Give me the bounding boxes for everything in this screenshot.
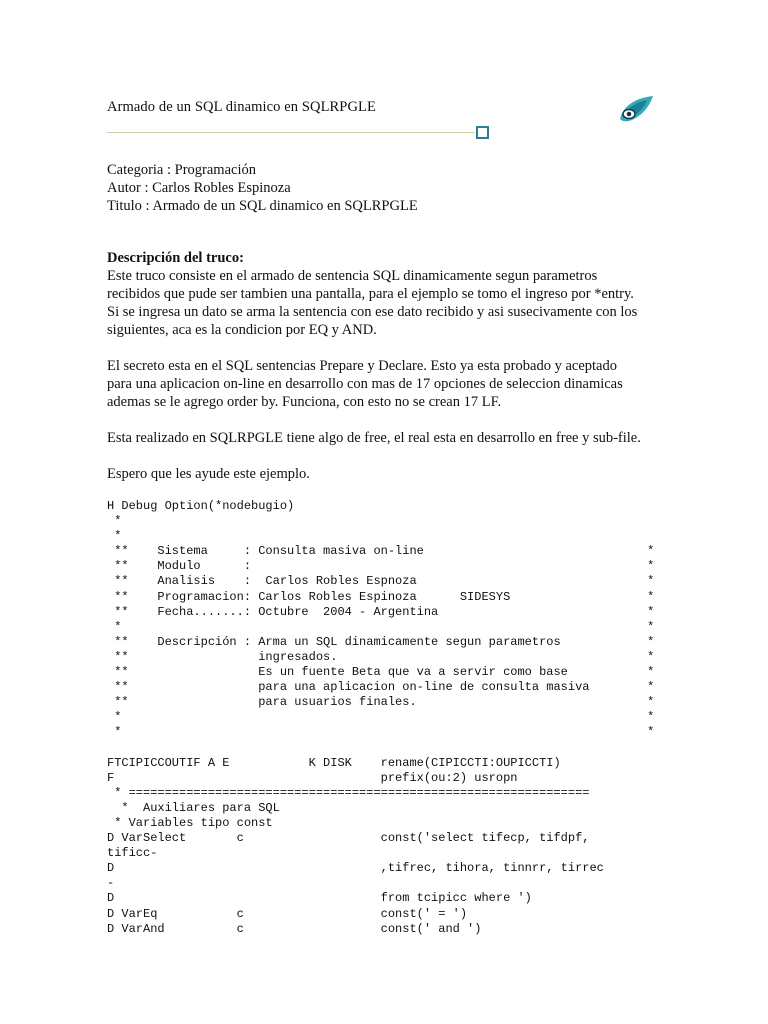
description-heading: Descripción del truco: <box>107 250 244 266</box>
code-line: * Auxiliares para SQL <box>107 800 280 815</box>
metadata-category: Categoria : Programación <box>107 162 256 178</box>
paragraph-4: Espero que les ayude este ejemplo. <box>107 466 310 482</box>
code-line: D ,tifrec, tihora, tinnrr, tirrec <box>107 861 604 876</box>
paragraph-1-line: Este truco consiste en el armado de sentencia SQL dinamicamente segun parametros <box>107 268 598 284</box>
code-line: ** ingresados. * <box>107 649 655 664</box>
code-line: ** Es un fuente Beta que va a servir como base * <box>107 665 655 680</box>
code-line: ** Sistema : Consulta masiva on-line * <box>107 544 655 559</box>
eye-logo-icon <box>617 94 655 124</box>
code-line <box>107 741 667 756</box>
paragraph-2-line: El secreto esta en el SQL sentencias Prepare y Declare. Esto ya esta probado y aceptado <box>107 358 617 374</box>
code-line: D VarAnd c const(' and ') <box>107 921 482 936</box>
code-line: H Debug Option(*nodebugio) <box>107 499 295 513</box>
code-line: * * <box>107 725 655 740</box>
code-line: FTCIPICCOUTIF A E K DISK rename(CIPICCTI:OUPICCTI) <box>107 755 561 770</box>
metadata-author: Autor : Carlos Robles Espinoza <box>107 180 291 196</box>
code-line: F prefix(ou:2) usropn <box>107 770 518 785</box>
code-line: * Variables tipo const <box>107 815 273 830</box>
divider-square-icon <box>476 126 489 139</box>
code-line: ** Fecha.......: Octubre 2004 - Argentina * <box>107 604 655 619</box>
paragraph-1-line: recibidos que pude ser tambien una pantalla, para el ejemplo se tomo el ingreso por *entry. <box>107 286 634 302</box>
code-line: * * <box>107 710 655 725</box>
code-line: D VarSelect c const('select tifecp, tifdpf, <box>107 831 590 846</box>
code-line: ** para usuarios finales. * <box>107 695 655 710</box>
paragraph-2-line: para una aplicacion on-line en desarrollo con mas de 17 opciones de seleccion dinamicas <box>107 376 623 392</box>
paragraph-1-line: Si se ingresa un dato se arma la sentencia con ese dato recibido y asi susecivamente con los <box>107 304 638 320</box>
document-title: Armado de un SQL dinamico en SQLRPGLE <box>107 99 376 115</box>
code-listing <box>107 499 667 937</box>
code-line: tificc- <box>107 846 158 861</box>
code-line: ** para una aplicacion on-line de consulta masiva * <box>107 680 655 695</box>
code-line: - <box>107 876 115 891</box>
code-line: * * <box>107 619 655 634</box>
code-line: ** Modulo : * <box>107 559 655 574</box>
title-divider <box>107 132 475 133</box>
paragraph-2 <box>107 357 667 411</box>
metadata-block <box>107 161 418 215</box>
paragraph-1 <box>107 267 667 339</box>
code-line: * ================================================================ <box>107 785 590 800</box>
metadata-title: Titulo : Armado de un SQL dinamico en SQLRPGLE <box>107 198 418 214</box>
code-line: * <box>107 514 122 529</box>
code-line: ** Descripción : Arma un SQL dinamicamente segun parametros * <box>107 634 655 649</box>
paragraph-1-line: siguientes, aca es la condicion por EQ y AND. <box>107 322 377 338</box>
description-section <box>107 249 667 501</box>
code-line: ** Analisis : Carlos Robles Espnoza * <box>107 574 655 589</box>
code-line: ** Programacion: Carlos Robles Espinoza SIDESYS * <box>107 589 655 604</box>
code-line: D from tcipicc where ') <box>107 891 532 906</box>
paragraph-3: Esta realizado en SQLRPGLE tiene algo de free, el real esta en desarrollo en free y sub-file. <box>107 430 641 446</box>
code-line: D VarEq c const(' = ') <box>107 906 468 921</box>
code-line: * <box>107 529 122 544</box>
paragraph-2-line: ademas se le agrego order by. Funciona, con esto no se crean 17 LF. <box>107 394 502 410</box>
